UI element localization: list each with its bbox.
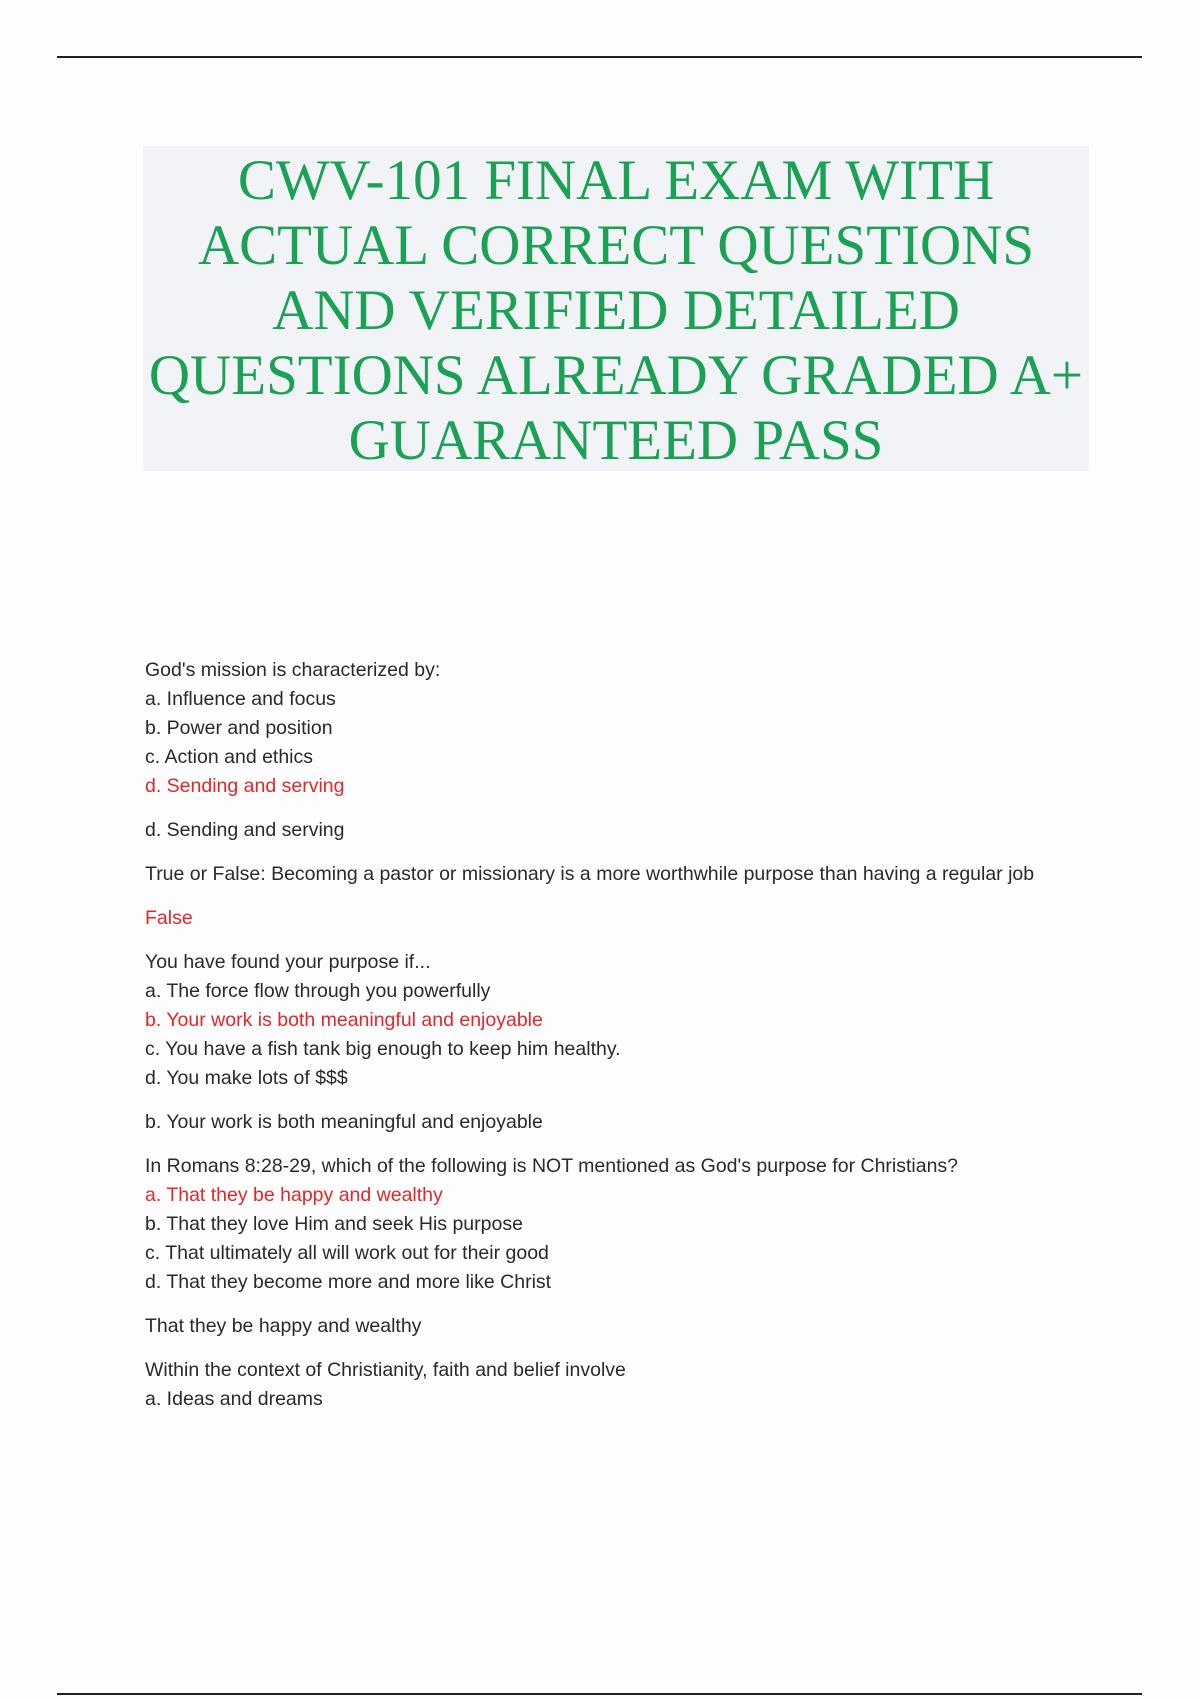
question-prompt: You have found your purpose if... xyxy=(145,951,431,973)
option: a. The force flow through you powerfully xyxy=(145,980,491,1002)
title-line: ACTUAL CORRECT QUESTIONS xyxy=(197,214,1035,277)
option-correct: d. Sending and serving xyxy=(145,775,345,797)
question-list xyxy=(145,656,1145,1414)
question-prompt: In Romans 8:28-29, which of the following is NOT mentioned as God's purpose for Christians? xyxy=(145,1155,959,1177)
title-line: GUARANTEED PASS xyxy=(348,409,884,472)
top-rule xyxy=(57,56,1142,58)
answer-correct: False xyxy=(145,907,193,929)
question-1 xyxy=(145,656,1145,845)
option: c. That ultimately all will work out for their good xyxy=(145,1242,549,1264)
option: a. Ideas and dreams xyxy=(145,1388,323,1410)
question-5 xyxy=(145,1356,1145,1414)
option: d. You make lots of $$$ xyxy=(145,1067,348,1089)
answer: b. Your work is both meaningful and enjoyable xyxy=(145,1111,543,1133)
title-line: QUESTIONS ALREADY GRADED A+ xyxy=(148,344,1084,407)
option: b. Power and position xyxy=(145,717,333,739)
answer: d. Sending and serving xyxy=(145,819,345,841)
option: c. You have a fish tank big enough to keep him healthy. xyxy=(145,1038,621,1060)
question-prompt: God's mission is characterized by: xyxy=(145,659,441,681)
option: a. Influence and focus xyxy=(145,688,336,710)
title-line: CWV-101 FINAL EXAM WITH xyxy=(237,149,995,212)
question-4 xyxy=(145,1152,1145,1341)
question-3 xyxy=(145,948,1145,1137)
title-line: AND VERIFIED DETAILED xyxy=(272,279,960,342)
option: b. That they love Him and seek His purpose xyxy=(145,1213,523,1235)
option-correct: a. That they be happy and wealthy xyxy=(145,1184,443,1206)
option-correct: b. Your work is both meaningful and enjoyable xyxy=(145,1009,543,1031)
question-2 xyxy=(145,860,1145,933)
option: d. That they become more and more like Christ xyxy=(145,1271,552,1293)
option: c. Action and ethics xyxy=(145,746,314,768)
question-prompt: Within the context of Christianity, faith and belief involve xyxy=(145,1359,626,1381)
question-prompt: True or False: Becoming a pastor or missionary is a more worthwhile purpose than having a regular job xyxy=(145,863,1035,885)
title-banner xyxy=(143,146,1089,471)
bottom-rule xyxy=(57,1693,1142,1695)
answer: That they be happy and wealthy xyxy=(145,1315,422,1337)
